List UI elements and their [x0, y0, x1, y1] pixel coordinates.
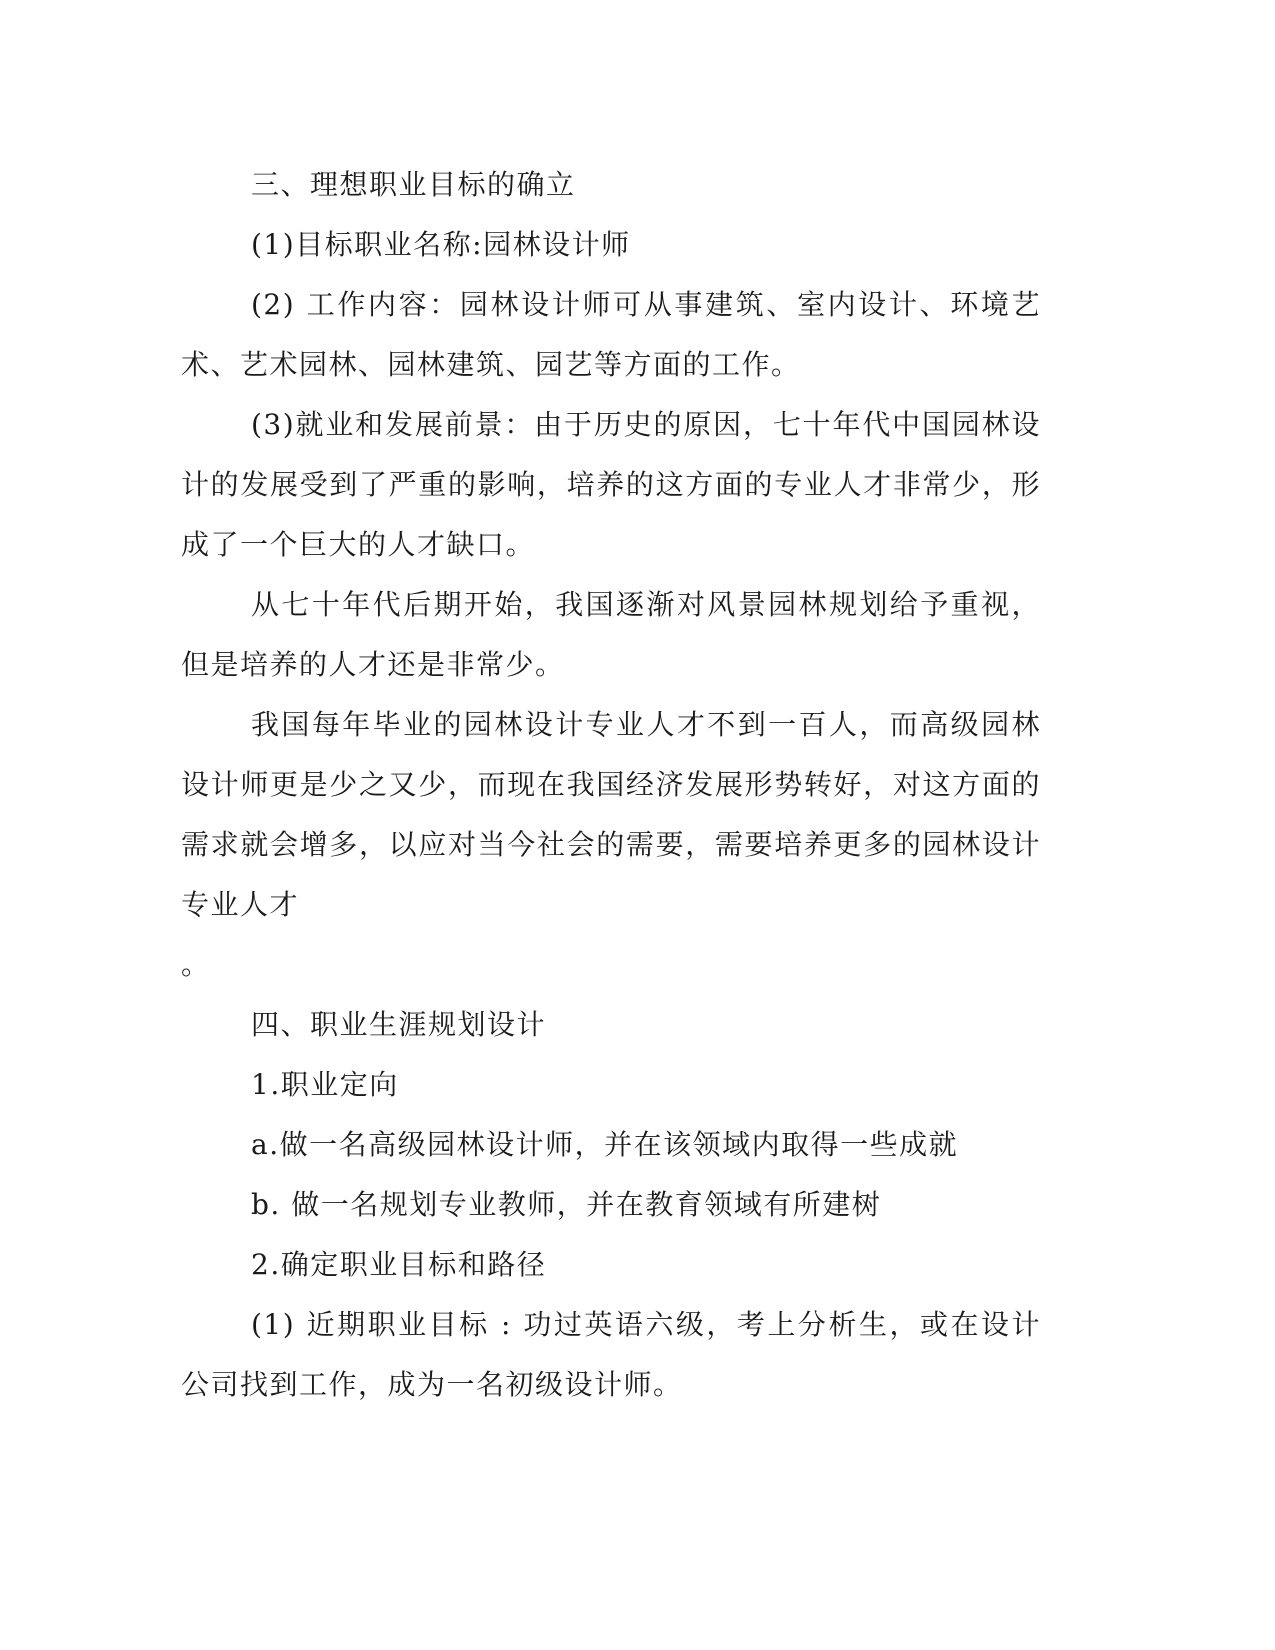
paragraph-goal-path: 2.确定职业目标和路径: [251, 1248, 547, 1281]
document-body: [181, 155, 1041, 1415]
paragraph-option-a: a.做一名高级园林设计师，并在该领域内取得一些成就: [251, 1128, 959, 1161]
section-heading-three: 三、理想职业目标的确立: [251, 168, 576, 201]
paragraph-option-b: b. 做一名规划专业教师，并在教育领域有所建树: [251, 1188, 882, 1221]
paragraph-work-content: (2) 工作内容：园林设计师可从事建筑、室内设计、环境艺术、艺术园林、园林建筑、园艺等方面的工作。: [181, 288, 1041, 381]
paragraph-seventies: 从七十年代后期开始，我国逐渐对风景园林规划给予重视，但是培养的人才还是非常少。: [181, 588, 1041, 681]
paragraph-orientation: 1.职业定向: [251, 1068, 399, 1101]
paragraph-graduates: 我国每年毕业的园林设计专业人才不到一百人，而高级园林设计师更是少之又少，而现在我国经济发展形势转好，对这方面的需求就会增多，以应对当今社会的需要，需要培养更多的园林设计专业人才: [181, 708, 1041, 921]
paragraph-prospects: (3)就业和发展前景：由于历史的原因，七十年代中国园林设计的发展受到了严重的影响，培养的这方面的专业人才非常少，形成了一个巨大的人才缺口。: [181, 408, 1041, 561]
paragraph-short-term-goal: (1) 近期职业目标 : 功过英语六级，考上分析生，或在设计公司找到工作，成为一名初级设计师。: [181, 1308, 1041, 1401]
paragraph-target-job: (1)目标职业名称:园林设计师: [251, 228, 631, 261]
paragraph-trailing-period: 。: [181, 948, 211, 981]
section-heading-four: 四、职业生涯规划设计: [251, 1008, 547, 1041]
